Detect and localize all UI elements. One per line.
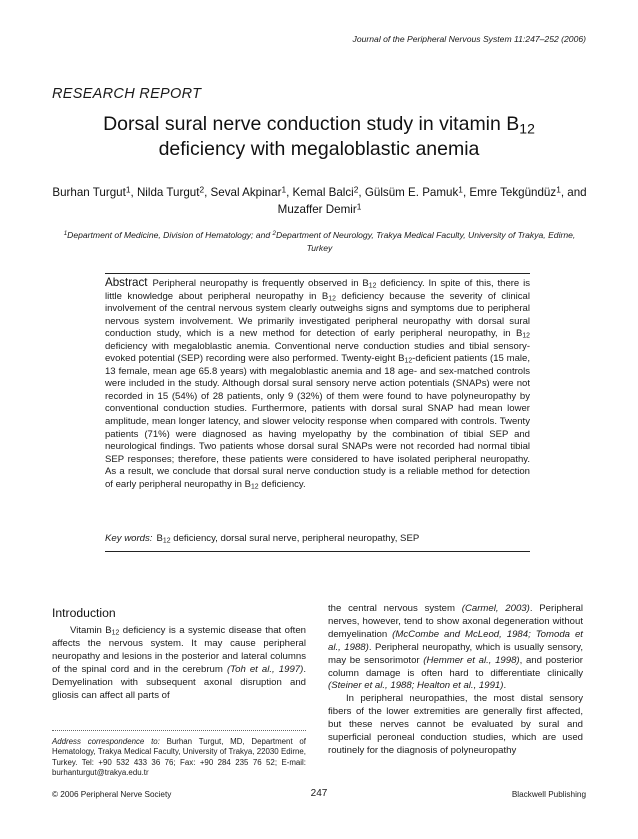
intro-paragraph-left [52, 625, 306, 702]
subscript: 12 [328, 295, 336, 303]
affiliation-part-2: Department of Neurology, Trakya Medical Faculty, University of Trakya, Edirne, Turkey [276, 230, 576, 253]
text-run: deficiency because the severity of clinical involvement of the central nervous system clearly outweighs signs and symptoms due to peripheral nervous system involvement. We primarily investigated peripheral neuropathy with dorsal sural conduction study, which is a new method for detection of early peripheral neuropathy, in B [105, 290, 530, 340]
text-run: deficiency is a systemic disease that often affects the nervous system. It may cause peripheral neuropathy and lesions in the posterior and lateral columns of the spinal cord and in the cerebrum [52, 625, 306, 675]
footer-publisher: Blackwell Publishing [511, 790, 586, 799]
intro-paragraph-right-2 [328, 693, 583, 758]
keywords-label: Key words: [105, 533, 153, 544]
keywords-text [156, 533, 419, 544]
text-run: the central nervous system [328, 603, 462, 614]
correspondence-footnote [52, 737, 306, 779]
keywords-block [105, 532, 530, 552]
text-run: -deficient patients (15 male, 13 female, mean age 65.8 years) with megaloblastic anemia and 18 age- and sex-matched controls were included in the study. Although dorsal sural sensory nerve action potentials (SNAPs) were not recorded in 15 (54%) of 28 patients, only 9 (32%) of them were found to have polyneuropathy by conventional conduction studies. Furthermore, patients with dorsal sural SNAP had mean lower amplitude, mean longer latency, and slower velocity response when compared with controls. Twenty patients (71%) were diagnosed as having myelopathy by the combination of tibial SEP and neurological findings. Two patients whose dorsal sural SNAPs were not recorded had normal tibial SEP responses; therefore, these patients were considered to have isolated peripheral neuropathy. As a result, we conclude that dorsal sural nerve conduction study is a reliable method for detection of early peripheral neuropathy in B [105, 353, 530, 490]
author-affiliation-mark: 1 [281, 184, 287, 195]
author-affiliation-mark: 1 [125, 184, 131, 195]
author-name: Nilda Turgut [136, 186, 200, 199]
footnote-label: Address correspondence to: [52, 737, 160, 746]
author-affiliation-mark: 2 [353, 184, 359, 195]
text-run: Vitamin B [70, 625, 112, 636]
citation: (McCombe and McLeod, 1984; Tomoda et al., 1988) [328, 628, 583, 653]
subscript: 12 [522, 332, 530, 340]
abstract-top-rule [105, 273, 530, 274]
citation: (Carmel, 2003) [461, 603, 530, 614]
author-name: Kemal Balci [292, 186, 354, 199]
author-affiliation-mark: 1 [458, 184, 463, 195]
affiliation [52, 229, 587, 254]
affiliation-part-1: Department of Medicine, Division of Hematology; and [67, 230, 273, 240]
text-run: deficiency, dorsal sural nerve, peripheral neuropathy, SEP [170, 533, 420, 544]
subscript: 12 [162, 537, 171, 545]
author-separator: , [286, 186, 293, 199]
author-separator: , [358, 186, 365, 199]
right-column [328, 603, 583, 758]
intro-paragraph-right-1 [328, 603, 583, 693]
article-title [40, 112, 598, 162]
page-number: 247 [310, 788, 328, 799]
subscript: 12 [250, 483, 259, 491]
text-run: . Peripheral nerves, however, tend to show axonal degeneration without demyelination [328, 603, 584, 640]
affiliation-mark-2: 2 [272, 230, 276, 238]
introduction-heading: Introduction [52, 606, 116, 620]
subscript: 12 [404, 358, 413, 365]
citation: (Hemmer et al., 1998) [423, 654, 520, 666]
footnote-text: Burhan Turgut, MD, Department of Hematology, Trakya Medical Faculty, University of Trakya, 22030 Edirne, Turkey. Tel: +90 532 433 36 76; Fax: +90 284 235 76 52; E-mail: burhanturgut@trakya.edu.tr [52, 737, 306, 778]
author-name: Seval Akpinar [210, 186, 282, 199]
subscript: 12 [368, 282, 377, 290]
author-name: Gülsüm E. Pamuk [364, 186, 459, 199]
text-run: Peripheral neuropathy is frequently observed in B [152, 278, 369, 289]
text-run: , and posterior column damage is often hard to differentiate clinically [328, 654, 583, 679]
keywords-bottom-rule [105, 551, 530, 552]
abstract-heading: Abstract [105, 276, 148, 289]
author-affiliation-mark: 2 [199, 184, 205, 195]
title-line-2-text: deficiency with megaloblastic anemia [158, 138, 480, 160]
text-run: deficiency. In spite of this, there is little knowledge about peripheral neuropathy in B [105, 278, 530, 302]
abstract-block [105, 273, 530, 491]
author-separator: , [204, 186, 211, 199]
text-run: deficiency with megaloblastic anemia. Conventional nerve conduction studies and tibial sensory-evoked potential (SEP) recording were also performed. Twenty-eight B [105, 340, 530, 365]
author-name: Emre Tekgündüz [469, 186, 557, 199]
author-name: Burhan Turgut [52, 186, 126, 199]
author-separator: , [130, 186, 137, 199]
affiliation-mark-1: 1 [63, 230, 68, 238]
text-run: . [503, 680, 507, 692]
abstract-body [105, 278, 530, 490]
section-label: RESEARCH REPORT [52, 86, 202, 102]
author-name: Muzaffer Demir [277, 203, 357, 216]
text-run: In peripheral neuropathies, the most distal sensory fibers of the lower extremities are generally first affected, but these nerves cannot be evaluated by sural and superficial peroneal conduction studies, which are used routinely for the diagnosis of polyneuropathy [328, 693, 583, 756]
title-line-1-text: Dorsal sural nerve conduction study in vitamin B [103, 113, 520, 135]
text-run: . Peripheral neuropathy, which is usually sensory, may be sensorimotor [328, 641, 583, 666]
footer-copyright: © 2006 Peripheral Nerve Society [52, 790, 172, 799]
text-run: B [156, 533, 163, 544]
citation: (Toh et al., 1997) [226, 663, 304, 675]
author-separator: , and [560, 186, 587, 199]
text-run: . Demyelination with subsequent axonal disruption and gliosis can affect all parts of [52, 663, 306, 701]
subscript: 12 [111, 629, 120, 637]
text-run: deficiency. [258, 478, 306, 490]
abstract-paragraph [105, 277, 530, 491]
title-subscript: 12 [519, 120, 535, 137]
author-affiliation-mark: 1 [356, 201, 362, 212]
left-column [52, 625, 306, 702]
author-affiliation-mark: 1 [556, 184, 561, 195]
citation: (Steiner et al., 1988; Healton et al., 1991) [328, 680, 504, 692]
author-separator: , [462, 186, 470, 199]
author-list [52, 184, 587, 218]
journal-header: Journal of the Peripheral Nervous System 11:247–252 (2006) [352, 34, 586, 44]
footnote-rule [52, 730, 306, 731]
